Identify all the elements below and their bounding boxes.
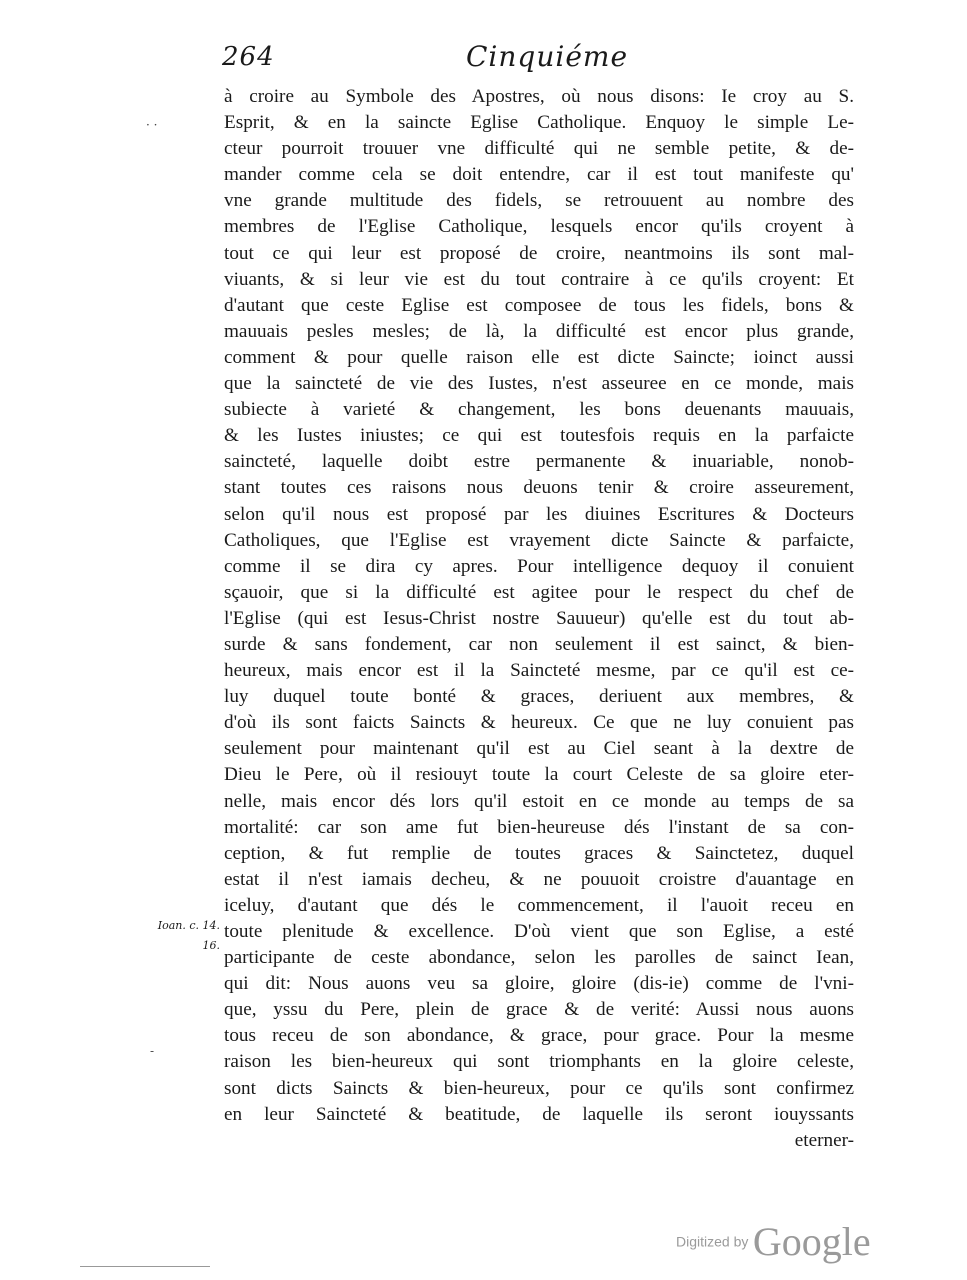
text-line: raison les bien-heureux qui sont triomphants en la gloire celeste,	[224, 1051, 854, 1073]
text-line: eterner-	[794, 1129, 854, 1151]
text-line: mauuais pesles mesles; de là, la difficulté est encor plus grande,	[224, 320, 854, 342]
text-line: saincteté, laquelle doibt estre permanente & inuariable, nonob-	[224, 451, 854, 473]
scan-edge-marks	[80, 1266, 210, 1269]
text-line: participante de ceste abondance, selon les parolles de sainct Iean,	[224, 947, 854, 969]
text-line: estat il n'est iamais decheu, & ne pouuoit croistre d'auantage en	[224, 868, 854, 890]
text-line: à croire au Symbole des Apostres, où nous disons: Ie croy au S.	[224, 86, 854, 107]
watermark-prefix: Digitized by	[676, 1233, 749, 1250]
text-line: surde & sans fondement, car non seulement il est sainct, & bien-	[224, 633, 854, 655]
body-text	[224, 84, 854, 1154]
text-line: & les Iustes iniustes; ce qui est toutesfois requis en la parfaicte	[224, 425, 854, 447]
margin-note-verse: 16.	[202, 939, 220, 952]
text-line: Esprit, & en la saincte Eglise Catholique. Enquoy le simple Le-	[224, 112, 854, 134]
text-line: selon qu'il nous est proposé par les diuines Escritures & Docteurs	[224, 503, 854, 525]
text-line: iceluy, d'autant que dés le commencement, il l'auoit receu en	[224, 894, 854, 916]
text-line: sçauoir, que si la difficulté est agitee pour le respect du chef de	[224, 581, 854, 603]
text-line: heureux, mais encor est il la Saincteté mesme, par ce qu'il est ce-	[224, 660, 854, 682]
margin-speck: · ·	[146, 118, 158, 132]
text-line: comme il se dira cy apres. Pour intelligence dequoy il conuient	[224, 555, 854, 577]
text-line: tout ce qui leur est proposé de croire, neantmoins ils sont mal-	[224, 242, 854, 264]
text-line: l'Eglise (qui est Iesus-Christ nostre Sauueur) qu'elle est du tout ab-	[224, 607, 854, 629]
text-line: toute plenitude & excellence. D'où vient que son Eglise, a esté	[224, 921, 854, 942]
running-head: Cinquiéme	[466, 40, 629, 73]
text-line: ception, & fut remplie de toutes graces & Sainctetez, duquel	[224, 842, 854, 864]
text-line: nelle, mais encor dés lors qu'il estoit en ce monde au temps de sa	[224, 790, 854, 812]
text-line: cteur pourroit trouuer vne difficulté qui ne semble petite, & de-	[224, 138, 854, 160]
page-number: 264	[222, 42, 275, 72]
margin-note-reference: Ioan. c. 14.	[157, 919, 220, 932]
text-line: viuants, & si leur vie est du tout contraire à ce qu'ils croyent: Et	[224, 268, 854, 290]
text-line: comment & pour quelle raison elle est dicte Saincte; ioinct aussi	[224, 346, 854, 368]
text-line: membres de l'Eglise Catholique, lesquels encor qu'ils croyent à	[224, 216, 854, 238]
margin-speck: -	[150, 1044, 155, 1058]
margin-note	[140, 916, 220, 956]
text-line: que la saincteté de vie des Iustes, n'est asseuree en ce monde, mais	[224, 373, 854, 395]
text-line: stant toutes ces raisons nous deuons tenir & croire asseurement,	[224, 477, 854, 499]
text-line: luy duquel toute bonté & graces, deriuent aux membres, &	[224, 686, 854, 708]
text-line: mortalité: car son ame fut bien-heureuse dés l'instant de sa con-	[224, 816, 854, 838]
text-line: en leur Saincteté & beatitude, de laquelle ils seront iouyssants	[224, 1103, 854, 1125]
text-line: Dieu le Pere, où il resiouyt toute la court Celeste de sa gloire eter-	[224, 764, 854, 786]
text-line: subiecte à varieté & changement, les bons deuenants mauuais,	[224, 399, 854, 421]
text-line: seulement pour maintenant qu'il est au Ciel seant à la dextre de	[224, 738, 854, 760]
text-line: d'autant que ceste Eglise est composee de tous les fidels, bons &	[224, 294, 854, 316]
text-line: qui dit: Nous auons veu sa gloire, gloire (dis-ie) comme de l'vni-	[224, 973, 854, 995]
text-line: sont dicts Saincts & bien-heureux, pour ce qu'ils sont confirmez	[224, 1077, 854, 1099]
text-line: que, yssu du Pere, plein de grace & de verité: Aussi nous auons	[224, 999, 854, 1021]
digitized-by-watermark	[676, 1218, 871, 1265]
text-line: vne grande multitude des fidels, se retrouuent au nombre des	[224, 190, 854, 212]
text-line: Catholiques, que l'Eglise est vrayement dicte Saincte & parfaicte,	[224, 529, 854, 551]
text-line: tous receu de son abondance, & grace, pour grace. Pour la mesme	[224, 1025, 854, 1047]
google-logo: Google	[752, 1219, 871, 1264]
text-line: d'où ils sont faicts Saincts & heureux. Ce que ne luy conuient pas	[224, 712, 854, 734]
text-line: mander comme cela se doit entendre, car il est tout manifeste qu'	[224, 164, 854, 186]
